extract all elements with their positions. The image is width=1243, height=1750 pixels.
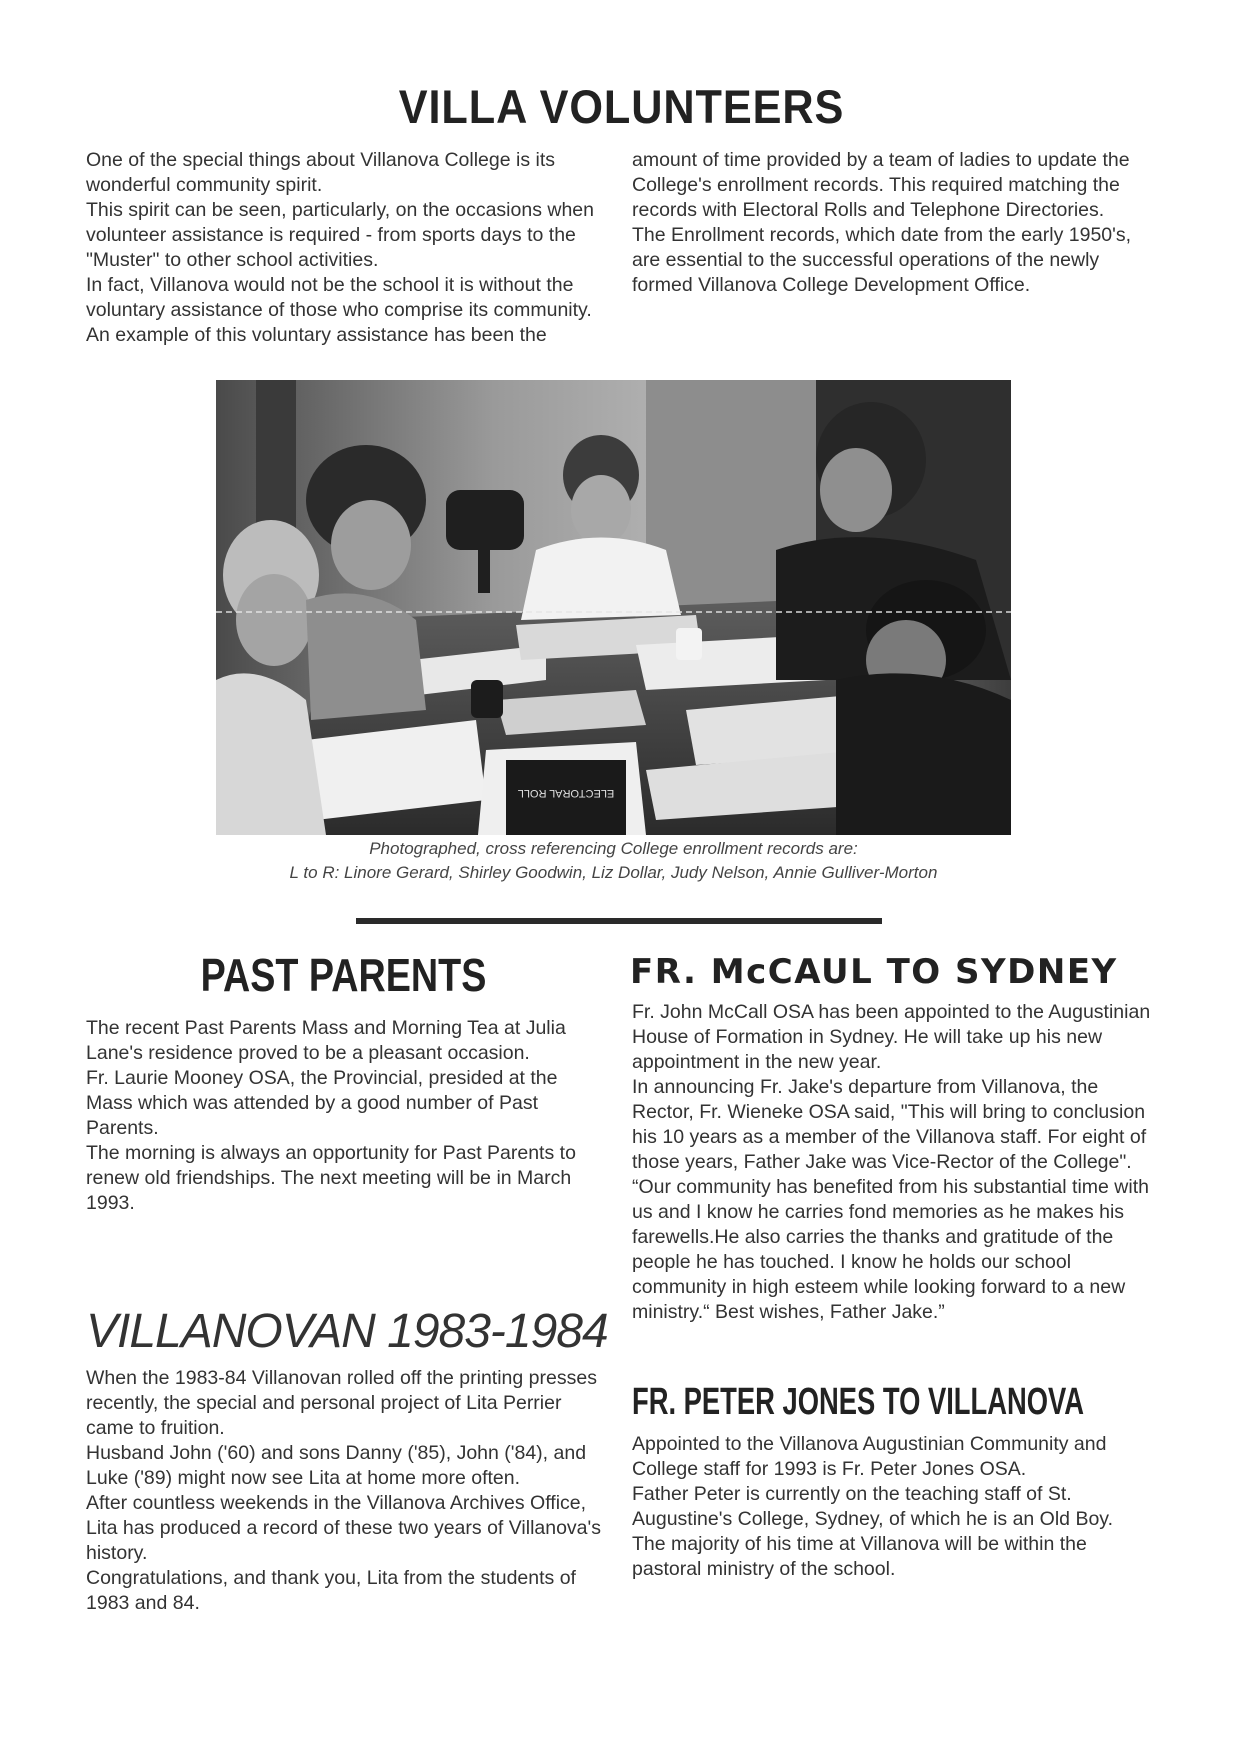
paragraph: This spirit can be seen, particularly, on the occasions when volunteer assistance is required - from sports days to the "Muster" to other school activities. (86, 199, 594, 271)
villanovan-title: VILLANOVAN 1983-1984 (86, 1305, 608, 1358)
paragraph: amount of time provided by a team of ladies to update the College's enrollment records. This required matching the records with Electoral Rolls and Telephone Directories. (632, 149, 1130, 221)
paragraph: Father Peter is currently on the teaching staff of St. Augustine's College, Sydney, of which he is an Old Boy. (632, 1483, 1114, 1530)
paragraph: The recent Past Parents Mass and Morning Tea at Julia Lane's residence proved to be a pleasant occasion. (86, 1017, 566, 1064)
paragraph: In fact, Villanova would not be the school it is without the voluntary assistance of those who comprise its community. (86, 274, 592, 321)
photo-book-label: ELECTORAL ROLL (517, 787, 615, 799)
peter-jones-title: FR. PETER JONES TO VILLANOVA (632, 1381, 1085, 1423)
paragraph: “Our community has benefited from his substantial time with us and I know he carries fond memories as he makes his farewells.He also carries the thanks and gratitude of the people he has touched. I know he holds our school community in high esteem while looking forward to a new ministry.“ Best wishes, Father Jake.” (632, 1176, 1149, 1323)
paragraph: In announcing Fr. Jake's departure from Villanova, the Rector, Fr. Wieneke OSA said, "This will bring to conclusion his 10 years as a member of the Villanova staff. For eight of those years, Father Jake was Vice-Rector of the College". (632, 1076, 1147, 1173)
past-parents-title: PAST PARENTS (200, 949, 487, 1001)
paragraph: The majority of his time at Villanova will be within the pastoral ministry of the school. (632, 1533, 1087, 1580)
paragraph: Fr. John McCall OSA has been appointed to the Augustinian House of Formation in Sydney. He will take up his new appointment in the new year. (632, 1001, 1151, 1073)
past-parents-body (86, 1016, 606, 1216)
paragraph: The morning is always an opportunity for Past Parents to renew old friendships. The next meeting will be in March 1993. (86, 1142, 576, 1214)
villa-volunteers-title: VILLA VOLUNTEERS (398, 80, 845, 133)
caption-line: Photographed, cross referencing College enrollment records are: (369, 839, 858, 858)
peter-jones-body (632, 1432, 1152, 1582)
villa-volunteers-right-column (632, 148, 1157, 298)
paragraph: Husband John ('60) and sons Danny ('85), John ('84), and Luke ('89) might now see Lita at home more often. (86, 1442, 587, 1489)
paragraph: Appointed to the Villanova Augustinian Community and College staff for 1993 is Fr. Peter Jones OSA. (632, 1433, 1107, 1480)
paragraph: An example of this voluntary assistance has been the (86, 324, 547, 346)
villanovan-body (86, 1366, 606, 1616)
paragraph: After countless weekends in the Villanova Archives Office, Lita has produced a record of these two years of Villanova's history. (86, 1492, 601, 1564)
mccaul-body (632, 1000, 1157, 1325)
paragraph: When the 1983-84 Villanovan rolled off the printing presses recently, the special and personal project of Lita Perrier came to fruition. (86, 1367, 597, 1439)
paragraph: Congratulations, and thank you, Lita from the students of 1983 and 84. (86, 1567, 576, 1614)
section-divider (356, 918, 882, 924)
villa-volunteers-left-column (86, 148, 601, 348)
volunteers-photo (216, 380, 1011, 835)
photo-caption (216, 837, 1011, 885)
paragraph: Fr. Laurie Mooney OSA, the Provincial, presided at the Mass which was attended by a good number of Past Parents. (86, 1067, 558, 1139)
paragraph: One of the special things about Villanova College is its wonderful community spirit. (86, 149, 556, 196)
caption-line: L to R: Linore Gerard, Shirley Goodwin, Liz Dollar, Judy Nelson, Annie Gulliver-Morton (289, 863, 938, 882)
mccaul-title: FR. McCAUL TO SYDNEY (630, 952, 1118, 992)
paragraph: The Enrollment records, which date from the early 1950's, are essential to the successful operations of the newly formed Villanova College Development Office. (632, 224, 1132, 296)
